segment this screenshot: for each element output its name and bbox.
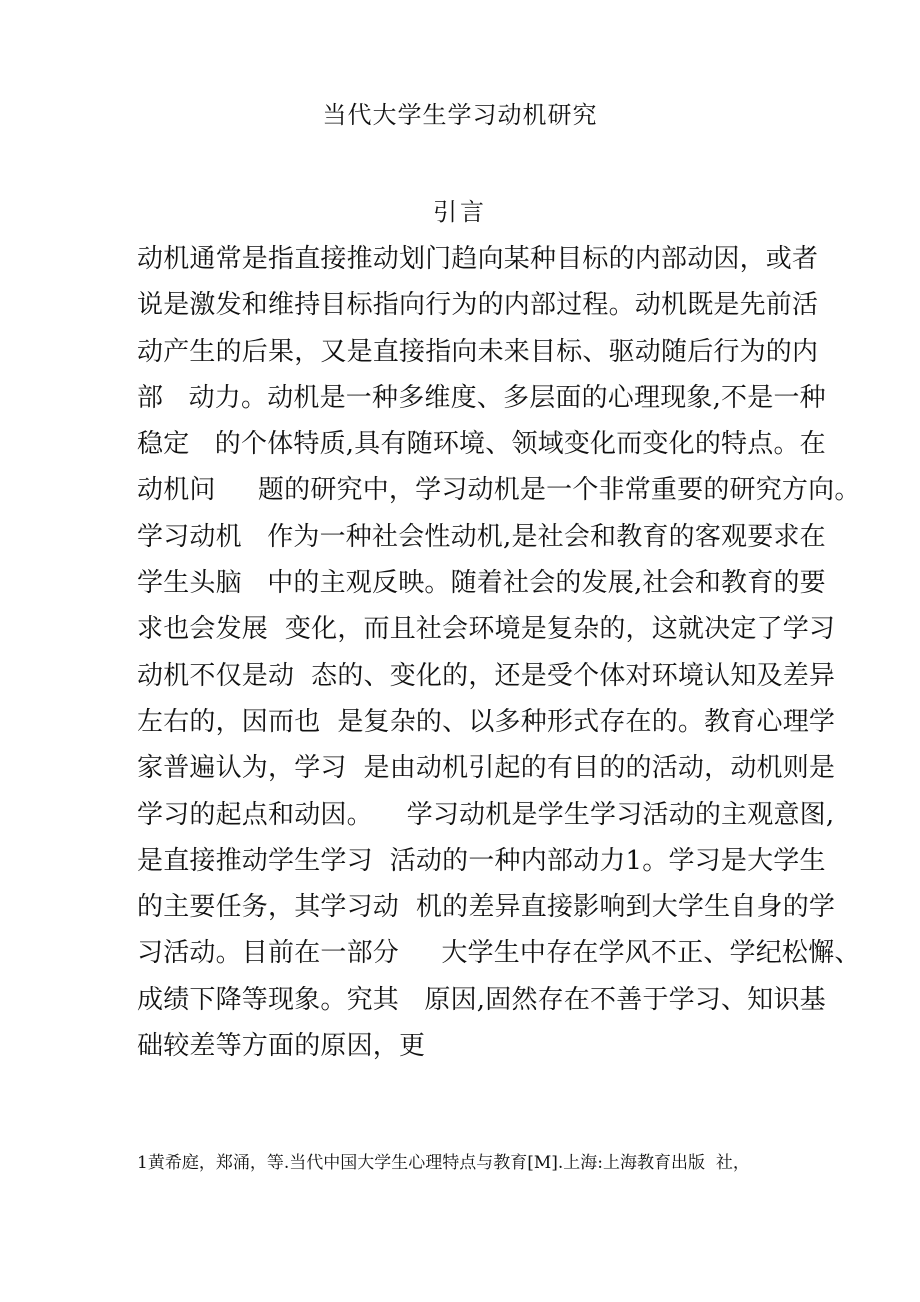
body-line: 动机通常是指直接推动划门趋向某种目标的内部动因，或者	[137, 244, 819, 274]
body-line: 学习动机 作为一种社会性动机,是社会和教育的客观要求在	[137, 521, 826, 552]
body-text	[137, 240, 861, 1073]
body-line: 动机不仅是动 态的、变化的，还是受个体对环境认知及差异	[137, 660, 836, 691]
body-line: 动产生的后果，又是直接指向未来目标、驱动随后行为的内	[137, 336, 819, 367]
body-line: 习活动。目前在一部分 大学生中存在学风不正、学纪松懈、	[137, 938, 861, 969]
body-line: 部 动力。动机是一种多维度、多层面的心理现象,不是一种	[137, 382, 826, 413]
body-line: 学习的起点和动因。 学习动机是学生学习活动的主观意图,	[137, 799, 835, 830]
body-line: 左右的，因而也 是复杂的、以多种形式存在的。教育心理学	[137, 706, 836, 737]
body-line: 求也会发展 变化，而且社会环境是复杂的，这就决定了学习	[137, 614, 836, 645]
body-line: 动机问 题的研究中，学习动机是一个非常重要的研究方向。	[137, 475, 861, 506]
section-heading: 引言	[433, 198, 487, 226]
footnote: 1黄希庭，郑涌，等.当代中国大学生心理特点与教育[M].上海:上海教育出版 社，	[137, 1153, 750, 1173]
body-line: 稳定 的个体特质,具有随环境、领域变化而变化的特点。在	[137, 429, 826, 460]
body-line: 说是激发和维持目标指向行为的内部过程。动机既是先前活	[137, 290, 819, 321]
body-line: 是直接推动学生学习 活动的一种内部动力1。学习是大学生	[137, 845, 826, 876]
body-line: 家普遍认为，学习 是由动机引起的有目的的活动，动机则是	[137, 753, 836, 784]
body-line: 础较差等方面的原因，更	[137, 1031, 426, 1062]
body-line: 学生头脑 中的主观反映。随着社会的发展,社会和教育的要	[137, 568, 826, 599]
document-title: 当代大学生学习动机研究	[322, 101, 598, 129]
body-line: 成绩下降等现象。究其 原因,固然存在不善于学习、知识基	[137, 984, 826, 1015]
body-line: 的主要任务，其学习动 机的差异直接影响到大学生自身的学	[137, 892, 836, 923]
